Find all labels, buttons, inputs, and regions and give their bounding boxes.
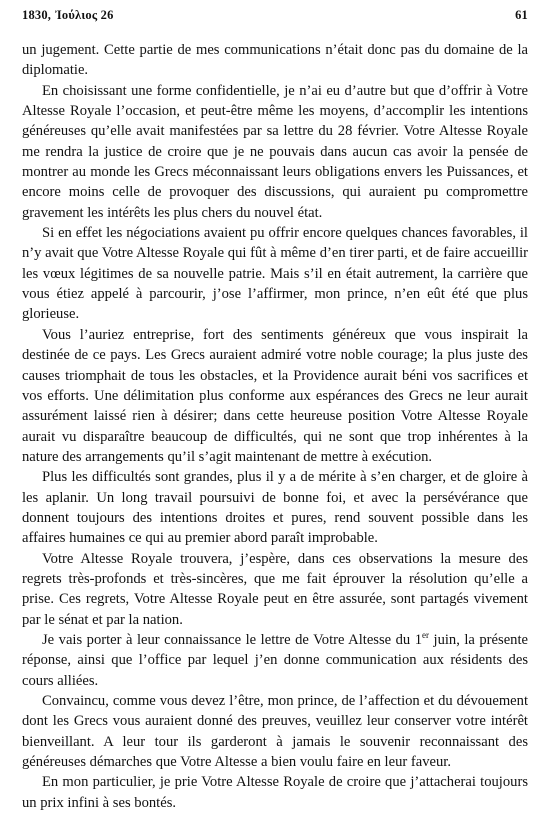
paragraph-8: Convaincu, comme vous devez l’être, mon prince, de l’affection et du dévouement dont les Grecs vous auraient donné des preuves, veuillez leur conserver votre intérêt bienveillant. A leur tour ils garderont à jamais le souvenir reconnaissant des généreuses démarches que Votre Altesse a bien voulu faire en leur faveur. bbox=[22, 693, 528, 771]
running-head bbox=[22, 8, 528, 30]
paragraph-9: En mon particulier, je prie Votre Altesse Royale de croire que j’attacherai toujours un prix infini à ses bontés. bbox=[22, 774, 528, 811]
paragraph-5: Plus les difficultés sont grandes, plus il y a de mérite à s’en charger, et de gloire à les aplanir. Un long travail poursuivi de bonne foi, et avec la persévérance que donnent toujours des intentions droites et pures, rend souvent possible dans les affaires humaines ce qui au premier abord paraît improbable. bbox=[22, 469, 528, 547]
page-number: 61 bbox=[515, 8, 528, 22]
paragraph-4: Vous l’auriez entreprise, fort des sentiments généreux que vous inspirait la destinée de ce pays. Les Grecs auraient admiré votre noble courage; la plus juste des causes triomphait de tous les obstacles, et la Providence aurait béni vos sacrifices et vos efforts. Une délimitation plus conforme aux espérances des Grecs ne leur aurait assurément laissé rien à désirer; dans cette heureuse position Votre Altesse Royale aurait vu disparaître beaucoup de difficultés, qui ne sont que trop inhérentes à la nature des arrangements qu’il s’agit maintenant de mettre à exécution. bbox=[22, 326, 528, 465]
paragraph-1: un jugement. Cette partie de mes communications n’était donc pas du domaine de la diplomatie. bbox=[22, 42, 528, 79]
paragraph-6: Votre Altesse Royale trouvera, j’espère, dans ces observations la mesure des regrets très-profonds et très-sincères, que me fait éprouver la résolution qu’elle a prise. Ces regrets, Votre Altesse Royale peut en être assurée, sont partagés vivement par le sénat et par la nation. bbox=[22, 550, 528, 628]
paragraph-2: En choisissant une forme confidentielle, je n’ai eu d’autre but que d’offrir à Votre Altesse Royale l’occasion, et peut-être même les moyens, d’accomplir les intentions généreuses qu’elle avait manifestées par sa lettre du 28 février. Votre Altesse Royale me rendra la justice de croire que je ne pouvais dans aucun cas avoir la pensée de montrer au monde les Grecs méconnaissant leurs obligations envers les Puissances, et encore moins celle de provoquer des discussions, qui auraient pu compromettre gravement les intérêts les plus chers du nouvel état. bbox=[22, 82, 528, 221]
book-page bbox=[22, 8, 528, 813]
ordinal-superscript: er bbox=[422, 630, 430, 641]
paragraph-7: Je vais porter à leur connaissance le lettre de Votre Altesse du 1er juin, la présente réponse, ainsi que l’office par lequel j’en donne communication aux résidents des cours alliées. bbox=[22, 630, 529, 689]
letter-body bbox=[22, 40, 528, 813]
header-greek-date: Ἰούλιος 26 bbox=[55, 8, 114, 22]
running-head-date bbox=[22, 8, 114, 23]
header-year: 1830, bbox=[22, 8, 52, 22]
paragraph-3: Si en effet les négociations avaient pu offrir encore quelques chances favorables, il n’y avait que Votre Altesse Royale qui fût à même d’en tirer parti, et de faire accueillir les vœux légitimes de sa nouvelle patrie. Mais s’il en était autrement, la carrière que vous étiez appelé à parcourir, j’ose l’affirmer, mon prince, n’en eût été que plus glorieuse. bbox=[22, 225, 528, 323]
